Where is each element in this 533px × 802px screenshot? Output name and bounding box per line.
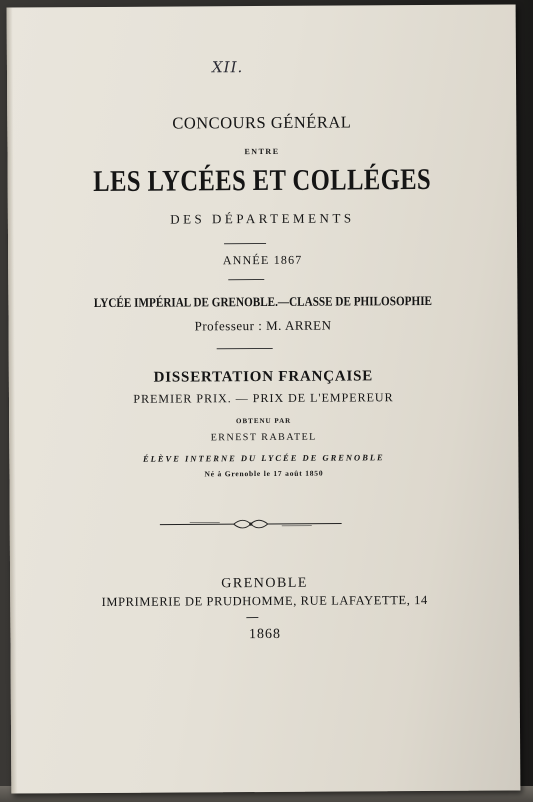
ornamental-divider [160,518,342,531]
subject-heading: DISSERTATION FRANÇAISE [153,368,374,386]
student-status: ÉLÈVE INTERNE DU LYCÉE DE GRENOBLE [142,452,385,464]
rule-above-year [224,243,266,244]
imprint-year: 1868 [248,626,281,643]
obtenu-par: OBTENU PAR [236,416,292,426]
departements-subtitle: DES DÉPARTEMENTS [170,210,355,227]
year-line: ANNÉE 1867 [222,252,303,268]
rule-above-dissertation [217,348,273,349]
imprint-dash [246,617,258,618]
rule-below-year [228,279,264,280]
concours-heading: CONCOURS GÉNÉRAL [172,112,352,133]
main-title: LES LYCÉES ET COLLÉGES [93,162,432,199]
professor-line: Professeur : M. ARREN [194,317,332,334]
prize-line: PREMIER PRIX. — PRIX DE L'EMPEREUR [133,390,394,406]
entre-word: ENTRE [244,146,280,157]
imprint-city: GRENOBLE [221,575,309,592]
handwritten-folio: XII. [211,58,244,77]
birth-line: Né à Grenoble le 17 août 1850 [204,468,324,479]
imprint-printer: IMPRIMERIE DE PRUDHOMME, RUE LAFAYETTE, 14 [101,592,428,609]
document-page [7,4,521,793]
student-name: ERNEST RABATEL [210,431,317,444]
school-class-line: LYCÉE IMPÉRIAL DE GRENOBLE.—CLASSE DE PHILOSOPHIE [93,292,433,311]
